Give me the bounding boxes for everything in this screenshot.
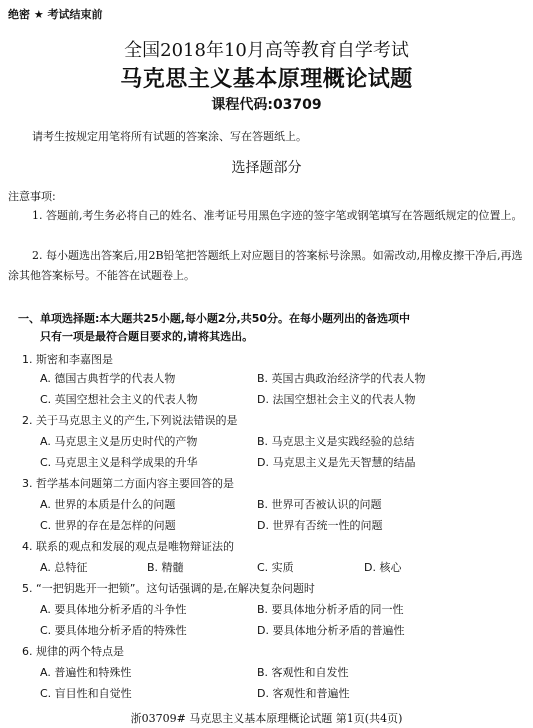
option-c: C. 马克思主义是科学成果的升华	[40, 456, 198, 469]
question-stem: 6. 规律的两个特点是	[22, 645, 124, 658]
exam-session-line: 全国2018年10月高等教育自学考试	[124, 40, 409, 61]
note-item: 1. 答题前,考生务必将自己的姓名、准考证号用黑色字迹的签字笔或钢笔填写在答题纸规定的位置上。	[32, 209, 523, 222]
question-stem: 5. “一把钥匙开一把锁”。这句话强调的是,在解决复杂问题时	[22, 582, 315, 595]
option-a: A. 要具体地分析矛盾的斗争性	[40, 603, 187, 616]
option-c: C. 要具体地分析矛盾的特殊性	[40, 624, 187, 637]
page-footer: 浙03709# 马克思主义基本原理概论试题 第1页(共4页)	[130, 712, 403, 725]
option-d: D. 核心	[364, 561, 402, 574]
note-item: 2. 每小题选出答案后,用2B铅笔把答题纸上对应题目的答案标号涂黑。如需改动,用橡皮擦干净后,再选涂其他答案标号。不能答在试题卷上。	[8, 249, 523, 282]
option-c: C. 世界的存在是怎样的问题	[40, 519, 176, 532]
part-heading-line-2: 只有一项是最符合题目要求的,请将其选出。	[40, 330, 254, 343]
question-stem: 1. 斯密和李嘉图是	[22, 353, 113, 366]
section-heading: 选择题部分	[231, 160, 302, 176]
option-b: B. 世界可否被认识的问题	[257, 498, 382, 511]
option-d: D. 马克思主义是先天智慧的结晶	[257, 456, 416, 469]
option-a: A. 普遍性和特殊性	[40, 666, 132, 679]
question-stem: 3. 哲学基本问题第二方面内容主要回答的是	[22, 477, 234, 490]
option-a: A. 德国古典哲学的代表人物	[40, 372, 176, 385]
part-heading-line-1: 一、单项选择题:本大题共25小题,每小题2分,共50分。在每小题列出的备选项中	[18, 312, 411, 325]
option-c: C. 盲目性和自觉性	[40, 687, 132, 700]
option-d: D. 世界有否统一性的问题	[257, 519, 383, 532]
option-b: B. 客观性和自发性	[257, 666, 349, 679]
option-c: C. 英国空想社会主义的代表人物	[40, 393, 198, 406]
general-instruction: 请考生按规定用笔将所有试题的答案涂、写在答题纸上。	[32, 130, 307, 143]
option-b: B. 英国古典政治经济学的代表人物	[257, 372, 426, 385]
option-b: B. 马克思主义是实践经验的总结	[257, 435, 415, 448]
page-title: 马克思主义基本原理概论试题	[120, 67, 413, 92]
option-b: B. 要具体地分析矛盾的同一性	[257, 603, 404, 616]
confidentiality-note: 绝密 ★ 考试结束前	[8, 8, 103, 21]
option-d: D. 客观性和普遍性	[257, 687, 350, 700]
option-a: A. 马克思主义是历史时代的产物	[40, 435, 198, 448]
question-stem: 4. 联系的观点和发展的观点是唯物辩证法的	[22, 540, 234, 553]
course-code: 课程代码:03709	[211, 97, 322, 113]
option-a: A. 世界的本质是什么的问题	[40, 498, 176, 511]
notes-heading: 注意事项:	[8, 190, 56, 203]
option-d: D. 法国空想社会主义的代表人物	[257, 393, 416, 406]
option-c: C. 实质	[257, 561, 294, 574]
option-d: D. 要具体地分析矛盾的普遍性	[257, 624, 405, 637]
question-stem: 2. 关于马克思主义的产生,下列说法错误的是	[22, 414, 238, 427]
option-b: B. 精髓	[147, 561, 184, 574]
option-a: A. 总特征	[40, 561, 88, 574]
